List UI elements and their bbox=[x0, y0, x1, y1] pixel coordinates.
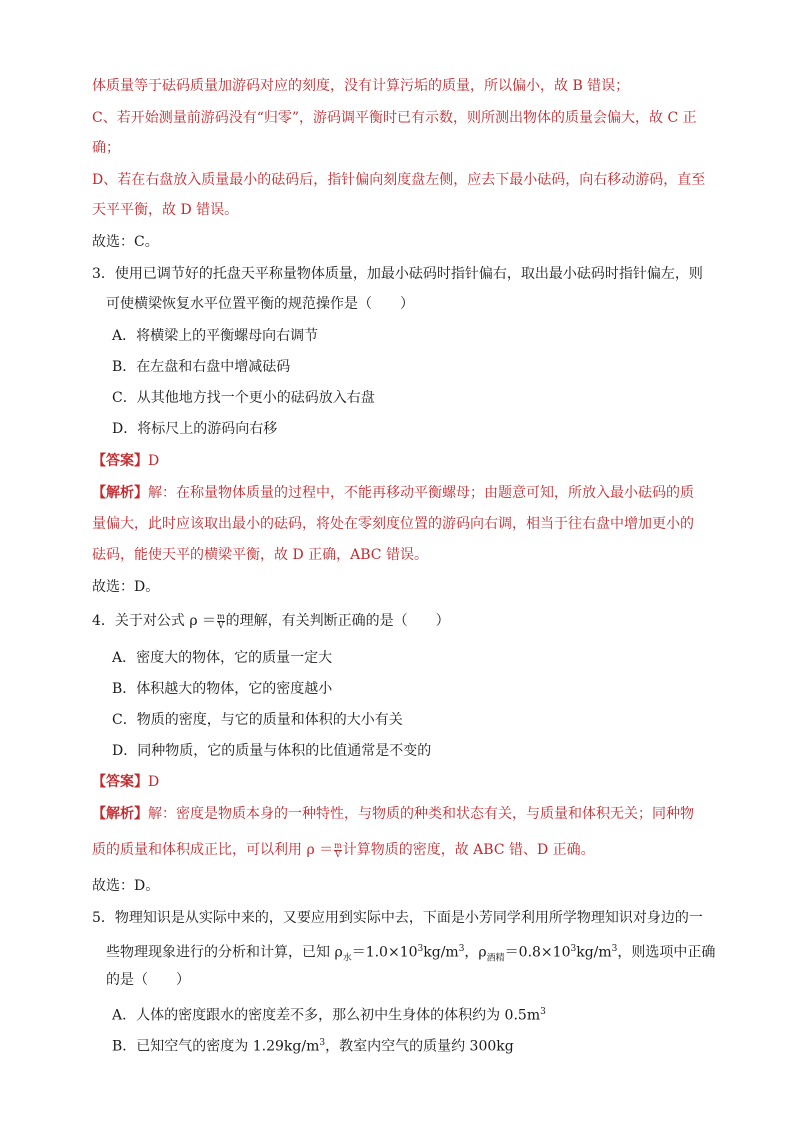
q5-stem-2d: ，ρ bbox=[464, 944, 487, 961]
q5-option-a-text: A．人体的密度跟水的密度差不多，那么初中生身体的体积约为 0.5m bbox=[112, 1007, 541, 1024]
q3-stem-line-2: 可使横梁恢复水平位置平衡的规范操作是（ ） bbox=[106, 296, 414, 312]
q3-analysis-text-1: 解：在称量物体质量的过程中，不能再移动平衡螺母；由题意可知，所放入最小砝码的质 bbox=[148, 485, 694, 501]
q4-analysis-text-1: 解：密度是物质本身的一种特性，与物质的种类和状态有关，与质量和体积无关；同种物 bbox=[148, 806, 694, 822]
q5-sup-3: 3 bbox=[570, 944, 577, 954]
analysis-fraction-denominator: V bbox=[335, 849, 341, 859]
q4-answer-value: D bbox=[148, 774, 160, 790]
q5-stem-2f: kg/m bbox=[576, 944, 612, 961]
q4-answer-label: 【答案】 bbox=[92, 774, 148, 790]
q4-option-d: D．同种物质，它的质量与体积的比值通常是不变的 bbox=[112, 743, 432, 759]
prev-analysis-option-c-line-1: C、若开始测量前游码没有“归零”，游码调平衡时已有示数，则所测出物体的质量会偏大，故 C 正 bbox=[92, 110, 697, 126]
q5-option-b-sup: 3 bbox=[319, 1038, 326, 1048]
q3-option-c: C．从其他地方找一个更小的砝码放入右盘 bbox=[112, 390, 375, 406]
q4-stem bbox=[92, 611, 450, 631]
q5-stem-line-2 bbox=[106, 939, 715, 968]
fraction-numerator: m bbox=[217, 611, 225, 621]
fraction-denominator: V bbox=[217, 620, 224, 630]
q5-option-b bbox=[112, 1033, 514, 1057]
q5-stem-2b: ＝1.0×10 bbox=[351, 944, 418, 961]
q3-answer-label: 【答案】 bbox=[92, 453, 148, 469]
q5-stem-2g: ，则选项中正确 bbox=[617, 944, 716, 961]
q5-sub-alcohol: 酒精 bbox=[486, 953, 505, 964]
q4-option-b: B．体积越大的物体，它的密度越小 bbox=[112, 681, 333, 697]
q4-analysis-text-2-prefix: 质的质量和体积成正比，可以利用 ρ ＝ bbox=[92, 842, 334, 858]
q5-option-b-text-a: B．已知空气的密度为 1.29kg/m bbox=[112, 1038, 320, 1055]
prev-analysis-option-d-line-2: 天平平衡，故 D 错误。 bbox=[92, 202, 239, 218]
density-formula-fraction bbox=[217, 613, 225, 630]
q3-option-d: D．将标尺上的游码向右移 bbox=[112, 421, 278, 437]
analysis-fraction-numerator: m bbox=[334, 840, 342, 850]
prev-analysis-option-c-line-2: 确； bbox=[92, 140, 120, 156]
analysis-density-fraction bbox=[334, 842, 342, 859]
q3-analysis-line-3: 砝码，能使天平的横梁平衡，故 D 正确，ABC 错误。 bbox=[92, 547, 428, 563]
q4-stem-prefix: 4．关于对公式 ρ ＝ bbox=[92, 613, 217, 629]
prev-choice: 故选：C。 bbox=[92, 234, 159, 250]
q3-choice: 故选：D。 bbox=[92, 579, 160, 595]
q4-analysis-text-2-suffix: 计算物质的密度，故 ABC 错、D 正确。 bbox=[342, 842, 595, 858]
q5-stem-2a: 些物理现象进行的分析和计算，已知 ρ bbox=[106, 944, 343, 961]
q5-option-a-sup: 3 bbox=[540, 1007, 546, 1017]
q3-analysis-line-2: 量偏大，此时应该取出最小的砝码，将处在零刻度位置的游码向右调，相当于往右盘中增加更小的 bbox=[92, 516, 694, 532]
q4-stem-suffix: 的理解，有关判断正确的是（ ） bbox=[225, 613, 450, 629]
prev-analysis-line-1: 体质量等于砝码质量加游码对应的刻度，没有计算污垢的质量，所以偏小，故 B 错误； bbox=[92, 78, 630, 94]
q3-option-b: B．在左盘和右盘中增减砝码 bbox=[112, 359, 291, 375]
q5-sup-1: 3 bbox=[417, 944, 424, 954]
q3-stem-line-1: 3．使用已调节好的托盘天平称量物体质量，加最小砝码时指针偏右，取出最小砝码时指针偏左，则 bbox=[92, 266, 703, 282]
q4-analysis-line-2 bbox=[92, 840, 595, 860]
q3-answer bbox=[92, 451, 159, 471]
q5-option-b-text-b: ，教室内空气的质量约 300kg bbox=[325, 1038, 514, 1055]
q5-stem-2e: ＝0.8×10 bbox=[504, 944, 571, 961]
q4-answer bbox=[92, 772, 159, 792]
q3-analysis-label: 【解析】 bbox=[92, 485, 148, 501]
q3-answer-value: D bbox=[148, 453, 160, 469]
q4-option-a: A．密度大的物体，它的质量一定大 bbox=[112, 650, 333, 666]
q5-sup-4: 3 bbox=[611, 944, 618, 954]
q3-analysis-line-1 bbox=[92, 483, 694, 503]
q4-analysis-label: 【解析】 bbox=[92, 806, 148, 822]
prev-analysis-option-d-line-1: D、若在右盘放入质量最小的砝码后，指针偏向刻度盘左侧，应去下最小砝码，向右移动游码，直至 bbox=[92, 172, 706, 188]
q5-option-a bbox=[112, 1002, 546, 1026]
q5-stem-line-3: 的是（ ） bbox=[106, 972, 190, 988]
q5-sup-2: 3 bbox=[458, 944, 465, 954]
q5-stem-line-1: 5．物理知识是从实际中来的，又要应用到实际中去，下面是小芳同学利用所学物理知识对身边的一 bbox=[92, 910, 703, 926]
q4-option-c: C．物质的密度，与它的质量和体积的大小有关 bbox=[112, 712, 403, 728]
q5-stem-2c: kg/m bbox=[423, 944, 459, 961]
q3-option-a: A．将横梁上的平衡螺母向右调节 bbox=[112, 328, 319, 344]
q4-choice: 故选：D。 bbox=[92, 878, 160, 894]
q5-sub-water: 水 bbox=[342, 953, 352, 964]
q4-analysis-line-1 bbox=[92, 804, 694, 824]
